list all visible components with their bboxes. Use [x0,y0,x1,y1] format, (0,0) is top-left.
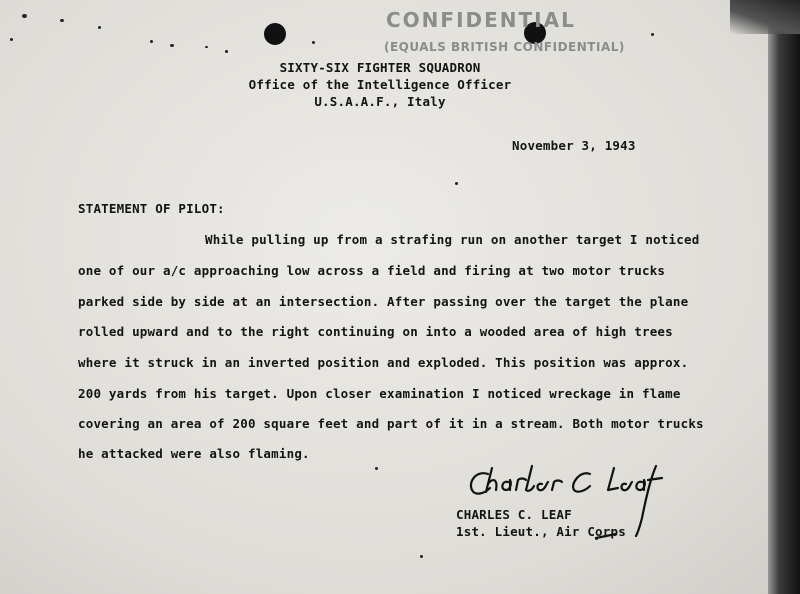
body-line: While pulling up from a strafing run on another target I noticed [205,232,700,247]
classification-stamp: CONFIDENTIAL [386,8,576,32]
classification-stamp-note: (EQUALS BRITISH CONFIDENTIAL) [384,40,625,54]
speck [225,50,228,53]
page-edge-shadow [768,0,800,594]
signer-name: CHARLES C. LEAF [456,507,572,522]
letterhead-location: U.S.A.A.F., Italy [314,94,446,109]
body-line: where it struck in an inverted position and exploded. This position was approx. [78,355,689,370]
punch-hole-left [264,23,286,45]
body-line: parked side by side at an intersection. After passing over the target the plane [78,294,689,309]
body-line: he attacked were also flaming. [78,446,310,461]
speck [98,26,101,29]
speck [22,14,27,18]
document-date: November 3, 1943 [512,138,636,153]
speck [170,44,174,47]
page-corner-shadow [730,0,800,34]
speck [420,555,423,558]
speck [375,467,378,470]
speck [455,182,458,185]
speck [10,38,13,41]
speck [150,40,153,43]
statement-heading: STATEMENT OF PILOT: [78,201,225,216]
speck [60,19,64,22]
speck [651,33,654,36]
body-line: rolled upward and to the right continuing on into a wooded area of high trees [78,324,673,339]
body-line: 200 yards from his target. Upon closer examination I noticed wreckage in flame [78,386,681,401]
body-line: covering an area of 200 square feet and part of it in a stream. Both motor trucks [78,416,704,431]
speck [205,46,208,48]
speck [312,41,315,44]
letterhead-unit: SIXTY-SIX FIGHTER SQUADRON [279,60,481,75]
letterhead-office: Office of the Intelligence Officer [248,77,512,92]
body-line: one of our a/c approaching low across a field and firing at two motor trucks [78,263,666,278]
signer-rank: 1st. Lieut., Air Corps [456,524,626,539]
